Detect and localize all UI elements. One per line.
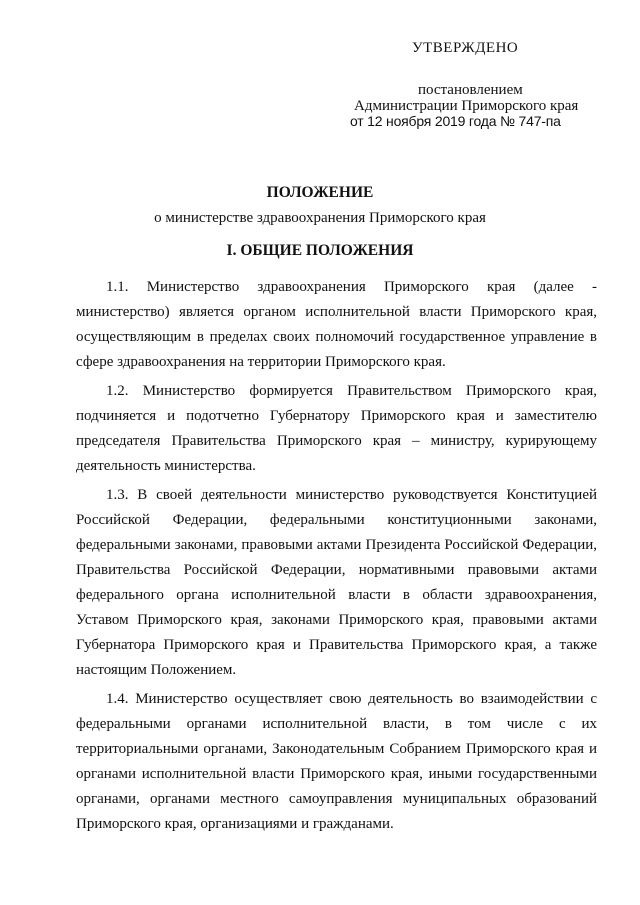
- paragraph-1-1: 1.1. Министерство здравоохранения Приморского края (далее - министерство) является органом исполнительной власти Приморского края, осуществляющим в пределах своих полномочий государственное управление в сфере здравоохранения на территории Приморского края.: [76, 279, 597, 370]
- approval-line-date-number: от 12 ноября 2019 года № 747-па: [350, 113, 561, 129]
- paragraph-1-4: 1.4. Министерство осуществляет свою деятельность во взаимодействии с федеральными органами исполнительной власти, в том числе с их территориальными органами, Законодательным Собранием Приморского края и органами исполнительной власти Приморского края, иными государственными органами, органами местного самоуправления муниципальных образований Приморского края, организациями и гражданами.: [76, 691, 597, 832]
- section-title: I. ОБЩИЕ ПОЛОЖЕНИЯ: [226, 242, 414, 259]
- approval-line-resolution: постановлением: [418, 82, 523, 98]
- paragraph-1-3: 1.3. В своей деятельности министерство руководствуется Конституцией Российской Федерации, федеральными конституционными законами, федеральными законами, правовыми актами Президента Российской Федерации, Правительства Российской Федерации, нормативными правовыми актами федерального органа исполнительной власти в области здравоохранения, Уставом Приморского края, законами Приморского края, правовыми актами Губернатора Приморского края и Правительства Приморского края, а также настоящим Положением.: [76, 487, 597, 678]
- paragraph-1-2: 1.2. Министерство формируется Правительством Приморского края, подчиняется и подотчетно Губернатору Приморского края и заместителю председателя Правительства Приморского края – министру, курирующему деятельность министерства.: [76, 383, 597, 474]
- section-body: [76, 275, 597, 841]
- document-title: ПОЛОЖЕНИЕ: [266, 184, 374, 201]
- approval-stamp-title: УТВЕРЖДЕНО: [412, 40, 519, 56]
- document-subtitle: о министерстве здравоохранения Приморского края: [154, 210, 486, 226]
- approval-line-authority: Администрации Приморского края: [354, 98, 579, 114]
